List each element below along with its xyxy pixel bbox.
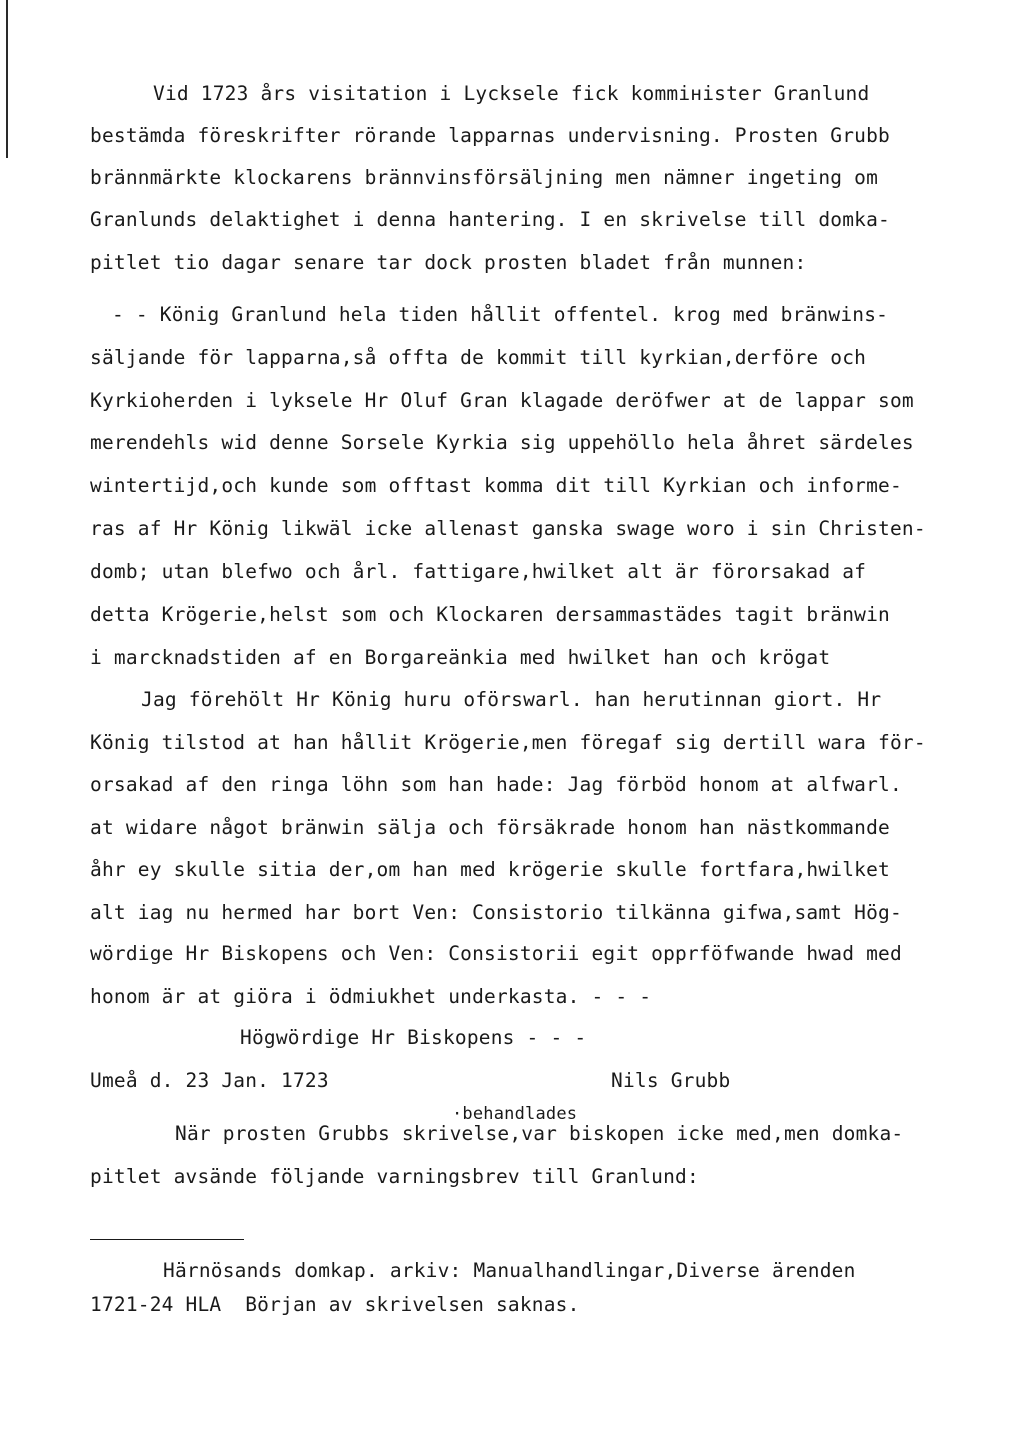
footnote-divider	[90, 1239, 244, 1240]
quote-line: detta Krögerie,helst som och Klockaren dersammastädes tagit bränwin	[90, 603, 890, 626]
quote-line: säljande för lapparna,så offta de kommit till kyrkian,derföre och	[90, 346, 867, 369]
body-line: bestämda föreskrifter rörande lapparnas undervisning. Prosten Grubb	[90, 124, 890, 147]
quote-line: alt iag nu hermed har bort Ven: Consistorio tilkänna gifwa,samt Hög-	[90, 901, 902, 924]
body-line: pitlet tio dagar senare tar dock prosten bladet från munnen:	[90, 251, 807, 274]
inserted-word: ·behandlades	[452, 1104, 578, 1124]
quote-line: - - König Granlund hela tiden hållit offentel. krog med bränwins-	[112, 303, 889, 326]
quote-line: König tilstod at han hållit Krögerie,men föregaf sig dertill wara för-	[90, 731, 926, 754]
body-line: brännmärkte klockarens brännvinsförsäljning men nämner ingeting om	[90, 166, 879, 189]
quote-line: Jag förehölt Hr König huru oförswarl. han herutinnan giort. Hr	[141, 688, 882, 711]
signature: Nils Grubb	[611, 1069, 731, 1092]
after-line: pitlet avsände följande varningsbrev till Granlund:	[90, 1165, 699, 1188]
quote-line: Kyrkioherden i lyksele Hr Oluf Gran klagade deröfwer at de lappar som	[90, 389, 914, 412]
footnote-line: 1721-24 HLA Början av skrivelsen saknas.	[90, 1293, 580, 1316]
after-line: När prosten Grubbs skrivelse,var biskopen icke med,men domka-	[175, 1122, 904, 1145]
quote-line: åhr ey skulle sitia der,om han med krögerie skulle fortfara,hwilket	[90, 858, 890, 881]
quote-line: merendehls wid denne Sorsele Kyrkia sig uppehöllo hela åhret särdeles	[90, 431, 914, 454]
quote-line: at widare något bränwin sälja och försäkrade honom han nästkommande	[90, 816, 890, 839]
quote-line: i marcknadstiden af en Borgareänkia med hwilket han och krögat	[90, 646, 831, 669]
quote-line: honom är at giöra i ödmiukhet underkasta. - - -	[90, 985, 652, 1008]
scan-edge-line	[6, 0, 8, 158]
quote-line: wintertijd,och kunde som offtast komma dit till Kyrkian och informe-	[90, 474, 902, 497]
letter-closing: Högwördige Hr Biskopens - - -	[240, 1026, 587, 1049]
body-line: Granlunds delaktighet i denna hantering. I en skrivelse till domka-	[90, 208, 890, 231]
body-line: Vid 1723 års visitation i Lycksele fick kommінister Granlund	[153, 82, 870, 105]
quote-line: wördige Hr Biskopens och Ven: Consistorii egit opprföfwande hwad med	[90, 942, 902, 965]
quote-line: domb; utan blefwo och årl. fattigare,hwilket alt är förorsakad af	[90, 560, 867, 583]
quote-line: ras af Hr König likwäl icke allenast ganska swage woro i sin Christen-	[90, 517, 926, 540]
footnote-line: Härnösands domkap. arkiv: Manualhandlingar,Diverse ärenden	[163, 1259, 856, 1282]
place-date: Umeå d. 23 Jan. 1723	[90, 1069, 329, 1092]
quote-line: orsakad af den ringa löhn som han hade: Jag förböd honom at alfwarl.	[90, 773, 902, 796]
